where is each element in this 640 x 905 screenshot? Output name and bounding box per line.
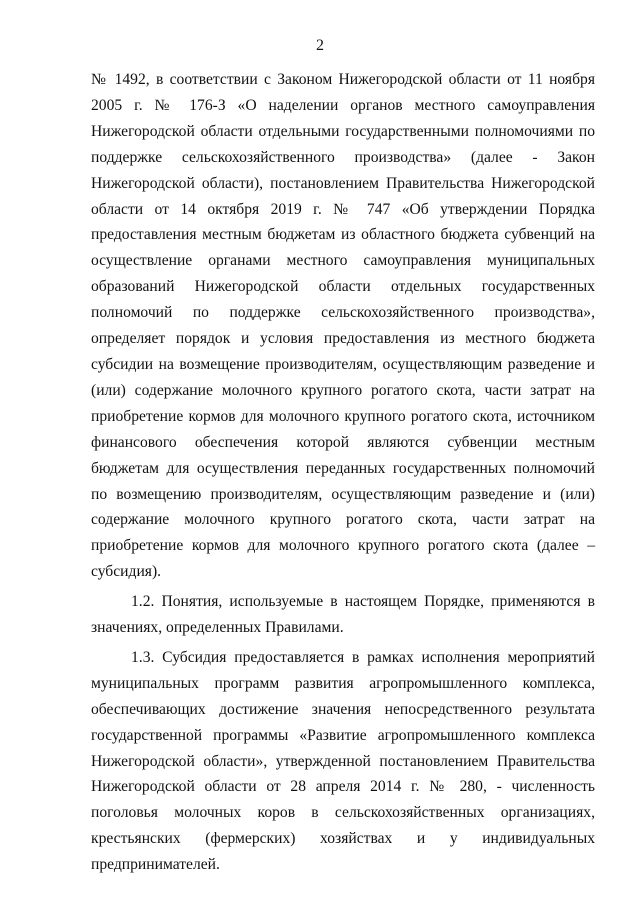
paragraph-1-2: 1.2. Понятия, используемые в настоящем Порядке, применяются в значениях, определенных Правилами. [91, 593, 595, 637]
paragraph-continuation: № 1492, в соответствии с Законом Нижегородской области от 11 ноября 2005 г. № 176-З «О наделении органов местного самоуправления Нижегородской области отдельными государственными полномочиями по поддержке сельскохозяйственного производства» (далее - Закон Нижегородской области), постановлением Правительства Нижегородской области от 14 октября 2019 г. № 747 «Об утверждении Порядка предоставления местным бюджетам из областного бюджета субвенций на осуществление органами местного самоуправления муниципальных образований Нижегородской области отдельных государственных полномочий по поддержке сельскохозяйственного производства», определяет порядок и условия предоставления из местного бюджета субсидии на возмещение производителям, осуществляющим разведение и (или) содержание молочного крупного рогатого скота, части затрат на приобретение кормов для молочного крупного рогатого скота, источником финансового обеспечения которой являются субвенции местным бюджетам для осуществления переданных государственных полномочий по возмещению производителям, осуществляющим разведение и (или) содержание молочного крупного рогатого скота, части затрат на приобретение кормов для молочного крупного рогатого скота (далее – субсидия). [91, 71, 595, 581]
document-body [91, 67, 595, 878]
paragraph-1-3: 1.3. Субсидия предоставляется в рамках исполнения мероприятий муниципальных программ развития агропромышленного комплекса, обеспечивающих достижение значения непосредственного результата государственной программы «Развитие агропромышленного комплекса Нижегородской области», утвержденной постановлением Правительства Нижегородской области от 28 апреля 2014 г. № 280, - численность поголовья молочных коров в сельскохозяйственных организациях, крестьянских (фермерских) хозяйствах и у индивидуальных предпринимателей. [91, 648, 595, 874]
page-number: 2 [316, 37, 324, 54]
